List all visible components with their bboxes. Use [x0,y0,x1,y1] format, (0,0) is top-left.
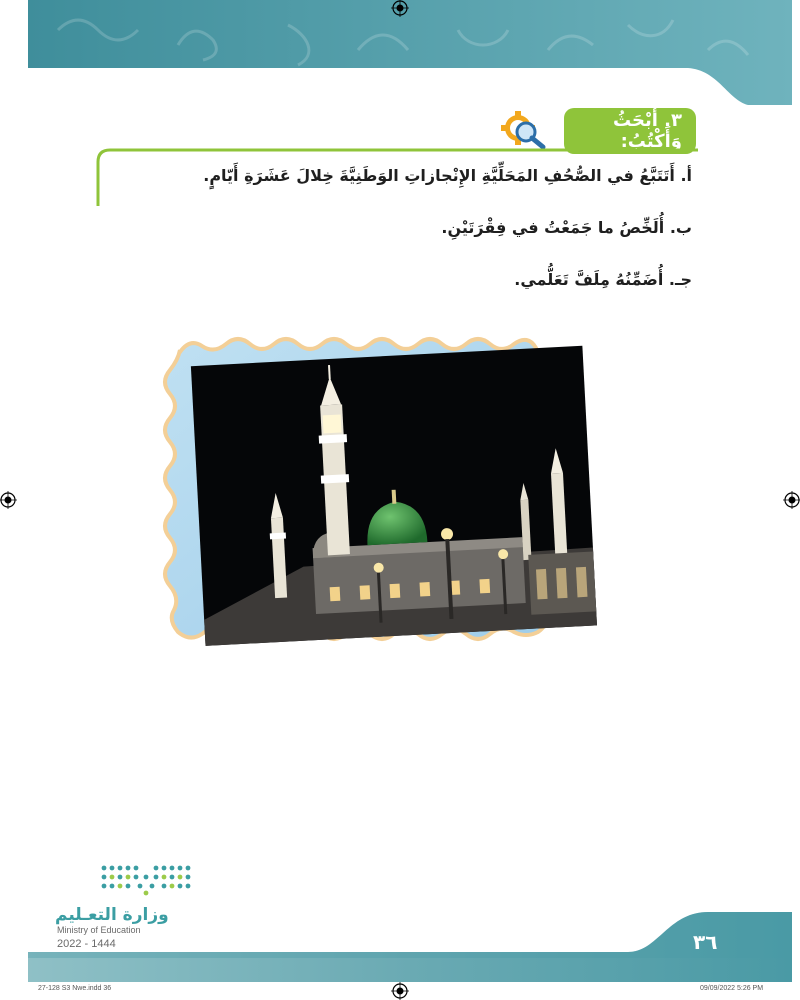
task-label-b: ب. [669,218,692,237]
task-text-b: أُلَخِّصُ ما جَمَعْتُ في فِقْرَتَيْنِ. [441,218,665,237]
task-label-a: أ. [680,166,692,185]
print-slug-date: 09/09/2022 5:26 PM [700,985,764,992]
registration-mark-bottom [391,982,409,1000]
top-banner [28,0,792,105]
footer-band [28,912,792,982]
task-item-b [441,218,692,237]
registration-mark-left [0,491,17,509]
task-item-c [514,270,692,289]
print-slug-file: 27-128 S3 Nwe.indd 36 [38,985,112,992]
ministry-name-english: Ministry of Education [57,925,141,935]
registration-mark-top [391,0,409,17]
page-number: ٣٦ [693,930,718,954]
ministry-name-arabic: وزارة التعـليم [55,905,169,925]
task-text-a: أَتَتَبَّعُ في الصُّحُفِ المَحَلِّيَّةِ الإِنْجازاتِ الوَطَنِيَّةَ خِلالَ عَشَرَةِ أَيّامٍ. [203,166,675,185]
section-heading-text: ٣. أَبْحَثُ وَأَكْتُبُ: [612,110,682,152]
search-icon [500,110,548,150]
task-label-c: جـ. [668,270,692,289]
task-item-a [203,166,692,185]
mosque-photo [160,322,620,668]
task-text-c: أُضَمِّنُهُ مِلَفَّ تَعَلُّمي. [514,270,664,289]
edition-year: 2022 - 1444 [57,938,116,950]
registration-mark-right [783,491,800,509]
ministry-logo-icon [96,862,196,898]
